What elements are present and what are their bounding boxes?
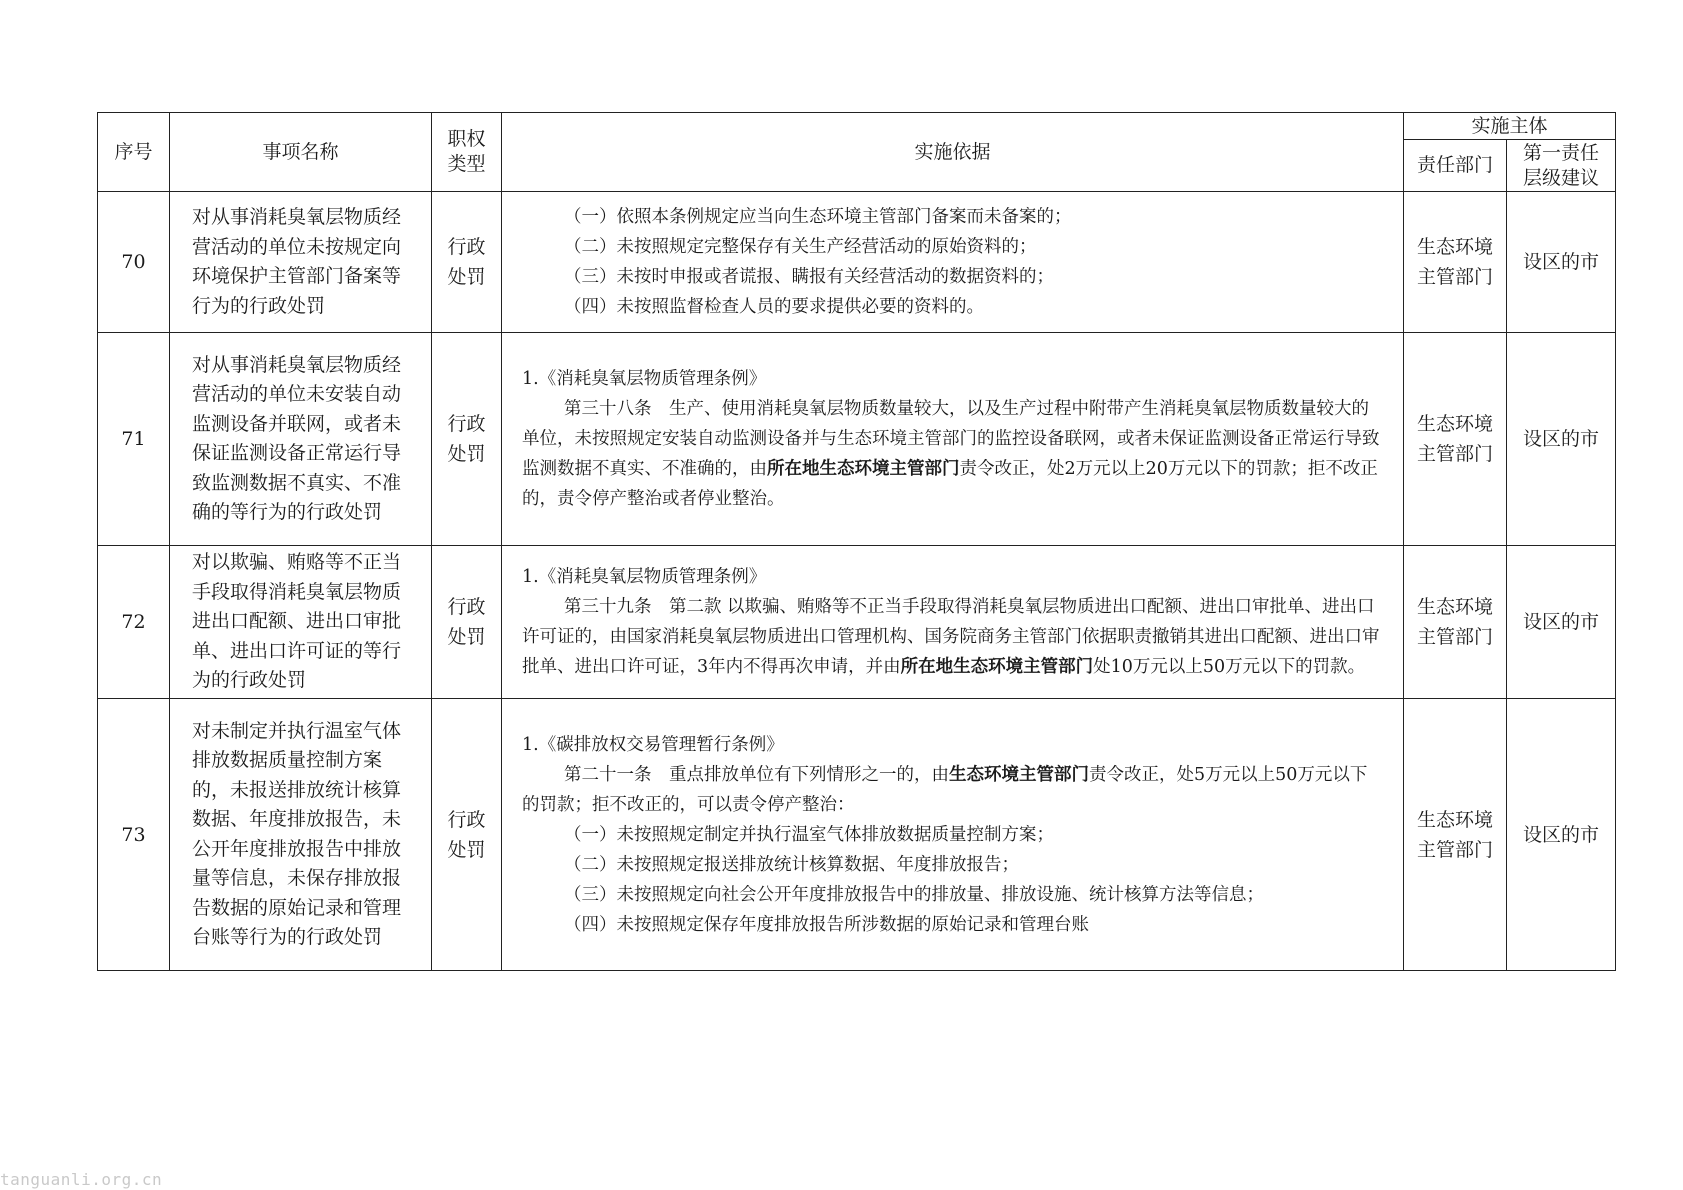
table-row [98,192,1616,333]
basis-item: （三）未按时申报或者谎报、瞒报有关经营活动的数据资料的； [564,267,1054,287]
row-level: 设区的市 [1507,192,1616,333]
header-row-1 [98,113,1616,140]
basis-law-title: 1.《碳排放权交易管理暂行条例》 [522,734,784,755]
row-type-line2: 处罚 [447,443,486,465]
basis-law-title: 1.《消耗臭氧层物质管理条例》 [522,567,767,587]
row-dept [1404,546,1507,699]
table-row [98,333,1616,546]
row-level: 设区的市 [1507,333,1616,546]
row-type-line1: 行政 [447,413,486,435]
header-name: 事项名称 [170,113,432,192]
basis-text: 责令改正，处2万元以上20万元以下的罚款；拒不改正的，责令停产整治或者停业整治。 [522,459,1378,509]
header-seq: 序号 [98,113,170,192]
basis-item: （二）未按照规定完整保存有关生产经营活动的原始资料的； [564,237,1037,257]
header-basis: 实施依据 [502,113,1404,192]
row-type-line2: 处罚 [447,266,486,288]
basis-item: （三）未按照规定向社会公开年度排放报告中的排放量、排放设施、统计核算方法等信息； [564,884,1264,905]
basis-item: （一）依照本条例规定应当向生态环境主管部门备案而未备案的； [564,207,1072,227]
basis-item: （四）未按照监督检查人员的要求提供必要的资料的。 [564,297,984,317]
header-dept: 责任部门 [1404,140,1507,192]
row-dept [1404,333,1507,546]
row-basis [502,699,1404,971]
row-type-line2: 处罚 [447,838,486,861]
row-dept-line2: 主管部门 [1416,626,1493,648]
header-level-line1: 第一责任 [1523,141,1600,164]
row-dept-line1: 生态环境 [1416,808,1493,831]
row-dept-line1: 生态环境 [1416,236,1493,258]
row-basis [502,333,1404,546]
header-type [432,113,502,192]
authority-matrix-table [97,112,1616,971]
basis-article [522,760,1381,820]
basis-bold-authority: 所在地生态环境主管部门 [767,459,960,479]
row-level: 设区的市 [1507,546,1616,699]
header-type-line2: 类型 [447,153,486,175]
row-type [432,546,502,699]
row-type-line1: 行政 [447,808,486,831]
basis-text: 第三十九条 第二款 以欺骗、贿赂等不正当手段取得消耗臭氧层物质进出口配额、进出口审批单、进出口许可证的，由国家消耗臭氧层物质进出口管理机构、国务院商务主管部门依据职责撤销其进出口配额、进出口审批单、进出口许可证，3年内不得再次申请，并由 [522,597,1380,677]
row-seq: 71 [98,333,170,546]
header-subject: 实施主体 [1404,113,1616,140]
row-type [432,699,502,971]
row-basis [502,546,1404,699]
header-level-line2: 层级建议 [1523,166,1600,189]
row-type-line1: 行政 [447,236,486,258]
row-dept-line2: 主管部门 [1416,838,1493,861]
basis-law-title: 1.《消耗臭氧层物质管理条例》 [522,369,767,389]
basis-article [522,592,1381,682]
basis-bold-authority: 生态环境主管部门 [949,764,1089,785]
row-dept-line2: 主管部门 [1416,443,1493,465]
basis-item: （一）未按照规定制定并执行温室气体排放数据质量控制方案； [564,824,1054,845]
row-dept [1404,699,1507,971]
basis-text: 第三十八条 生产、使用消耗臭氧层物质数量较大，以及生产过程中附带产生消耗臭氧层物质数量较大的单位，未按照规定安装自动监测设备并与生态环境主管部门的监控设备联网，或者未保证监测设备正常运行导致监测数据不真实、不准确的，由 [522,399,1380,479]
basis-item: （二）未按照规定报送排放统计核算数据、年度排放报告； [564,854,1019,875]
row-dept-line1: 生态环境 [1416,596,1493,618]
table-row [98,546,1616,699]
table-row [98,699,1616,971]
row-type [432,192,502,333]
header-type-line1: 职权 [447,128,486,150]
basis-text: 处10万元以上50万元以下的罚款。 [1093,657,1366,677]
row-type-line2: 处罚 [447,626,486,648]
basis-text: 责令改正，处5万元以上50万元以下的罚款；拒不改正的，可以责令停产整治： [522,764,1368,815]
row-seq: 72 [98,546,170,699]
row-type [432,333,502,546]
row-dept [1404,192,1507,333]
basis-bold-authority: 所在地生态环境主管部门 [900,657,1094,677]
row-level: 设区的市 [1507,699,1616,971]
header-level [1507,140,1616,192]
watermark: tanguanli.org.cn [0,1170,163,1189]
row-basis [502,192,1404,333]
row-type-line1: 行政 [447,596,486,618]
basis-text: 第二十一条 重点排放单位有下列情形之一的，由 [564,764,949,785]
row-dept-line1: 生态环境 [1416,413,1493,435]
row-seq: 73 [98,699,170,971]
basis-article [522,394,1381,514]
row-dept-line2: 主管部门 [1416,266,1493,288]
row-name: 对以欺骗、贿赂等不正当手段取得消耗臭氧层物质进出口配额、进出口审批单、进出口许可证的等行为的行政处罚 [170,546,432,699]
row-seq: 70 [98,192,170,333]
row-name: 对未制定并执行温室气体排放数据质量控制方案的，未报送排放统计核算数据、年度排放报告，未公开年度排放报告中排放量等信息，未保存排放报告数据的原始记录和管理台账等行为的行政处罚 [170,699,432,971]
basis-item: （四）未按照规定保存年度排放报告所涉数据的原始记录和管理台账 [564,914,1089,935]
row-name: 对从事消耗臭氧层物质经营活动的单位未按规定向环境保护主管部门备案等行为的行政处罚 [170,192,432,333]
row-name: 对从事消耗臭氧层物质经营活动的单位未安装自动监测设备并联网，或者未保证监测设备正常运行导致监测数据不真实、不准确的等行为的行政处罚 [170,333,432,546]
